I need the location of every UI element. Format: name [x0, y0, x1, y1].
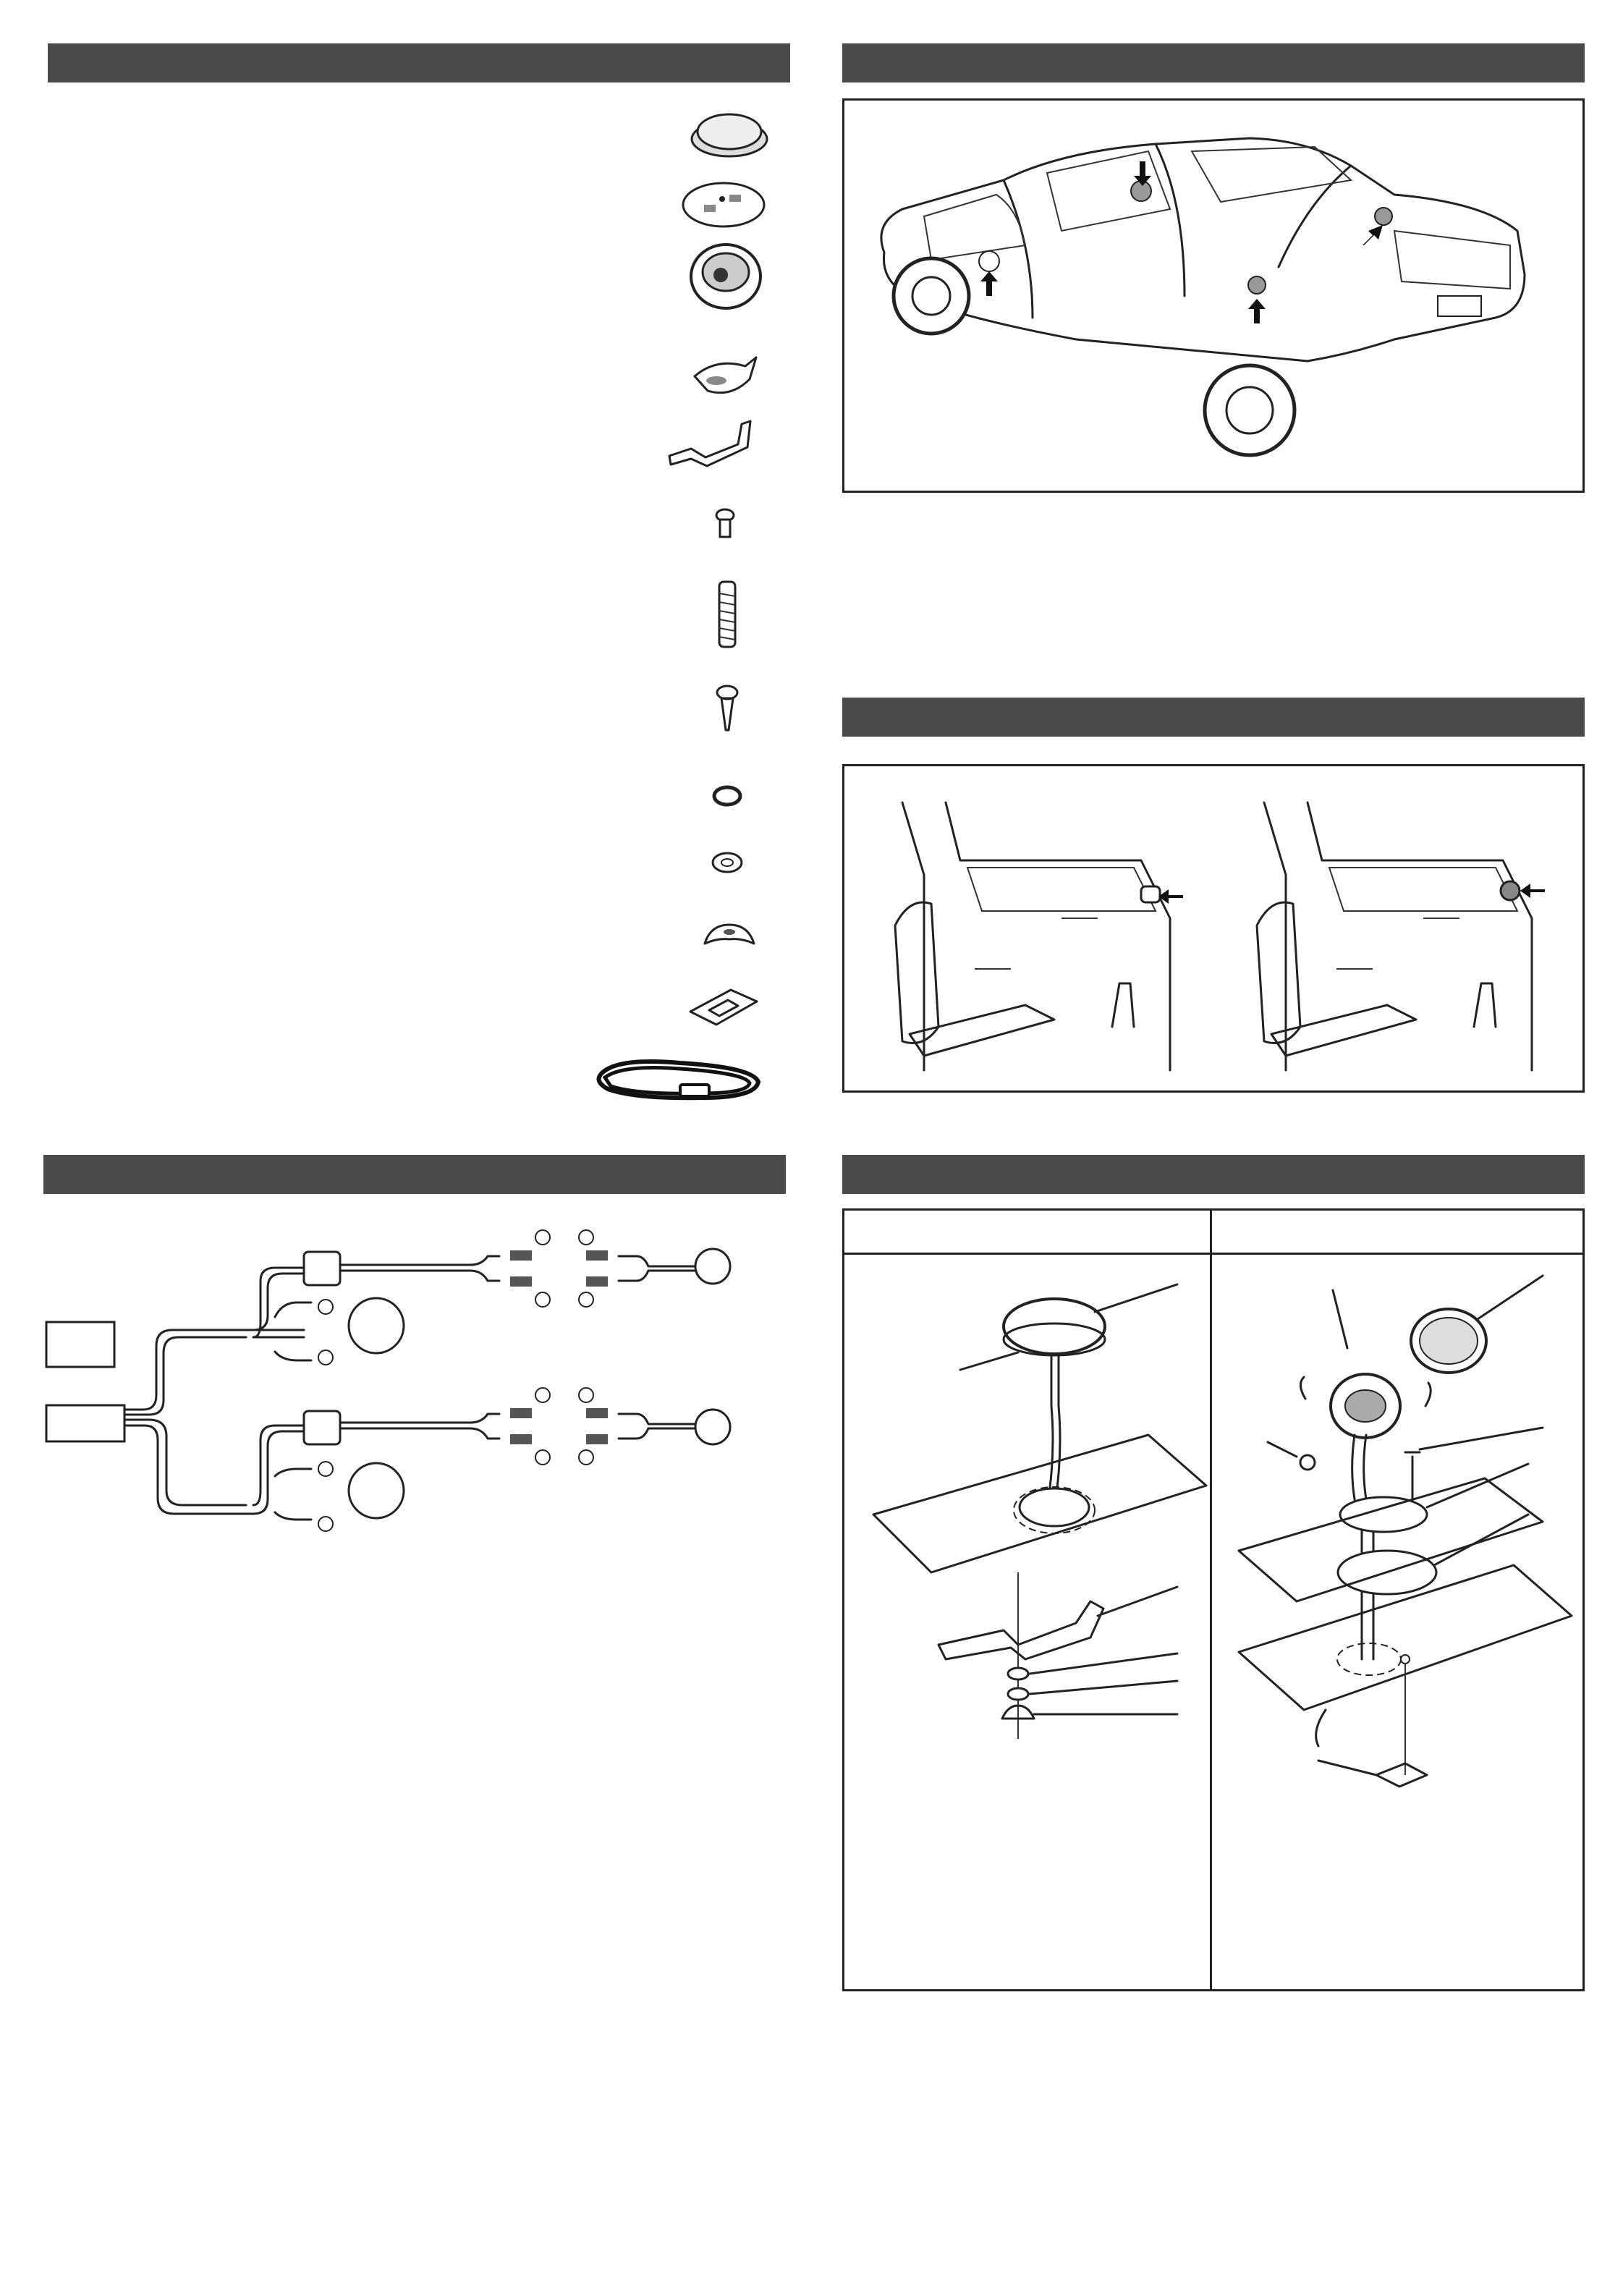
installation-header-row	[844, 1211, 1582, 1255]
head-unit-box	[46, 1405, 124, 1441]
crossover-upper	[304, 1252, 340, 1285]
speaker-location-rear-right	[1375, 208, 1392, 225]
woofer-lower	[349, 1463, 404, 1518]
amplifier-box	[46, 1322, 114, 1367]
speaker-location-door	[979, 251, 999, 271]
door-mounting-header	[842, 698, 1585, 737]
car-illustration	[844, 101, 1582, 491]
arrow-icon	[1363, 225, 1383, 245]
installation-header	[842, 1155, 1585, 1194]
connectors-lower	[510, 1388, 695, 1465]
door-illustration-right	[1242, 788, 1561, 1077]
wiring-diagram	[0, 0, 796, 1592]
mounting-locations-header	[842, 43, 1585, 82]
arrow-icon	[1248, 299, 1266, 323]
installation-frame	[842, 1208, 1585, 1991]
installation-divider	[1210, 1211, 1212, 1989]
door-illustration-frame	[842, 764, 1585, 1093]
crossover-lower	[304, 1411, 340, 1444]
connectors-upper	[510, 1230, 695, 1307]
door-illustration-left	[881, 788, 1199, 1077]
car-illustration-frame	[842, 98, 1585, 493]
speaker-mounted-dash	[1141, 886, 1160, 902]
surface-mount-diagram	[873, 1268, 1206, 1775]
tweeter-lower	[695, 1410, 730, 1444]
woofer-upper	[349, 1298, 404, 1353]
speaker-flush-mounted	[1501, 881, 1520, 900]
arrow-icon	[980, 271, 998, 296]
tweeter-upper	[695, 1249, 730, 1284]
flush-mount-diagram	[1239, 1268, 1572, 1818]
speaker-location-rear-left	[1248, 276, 1266, 294]
arrow-icon	[1520, 884, 1545, 898]
